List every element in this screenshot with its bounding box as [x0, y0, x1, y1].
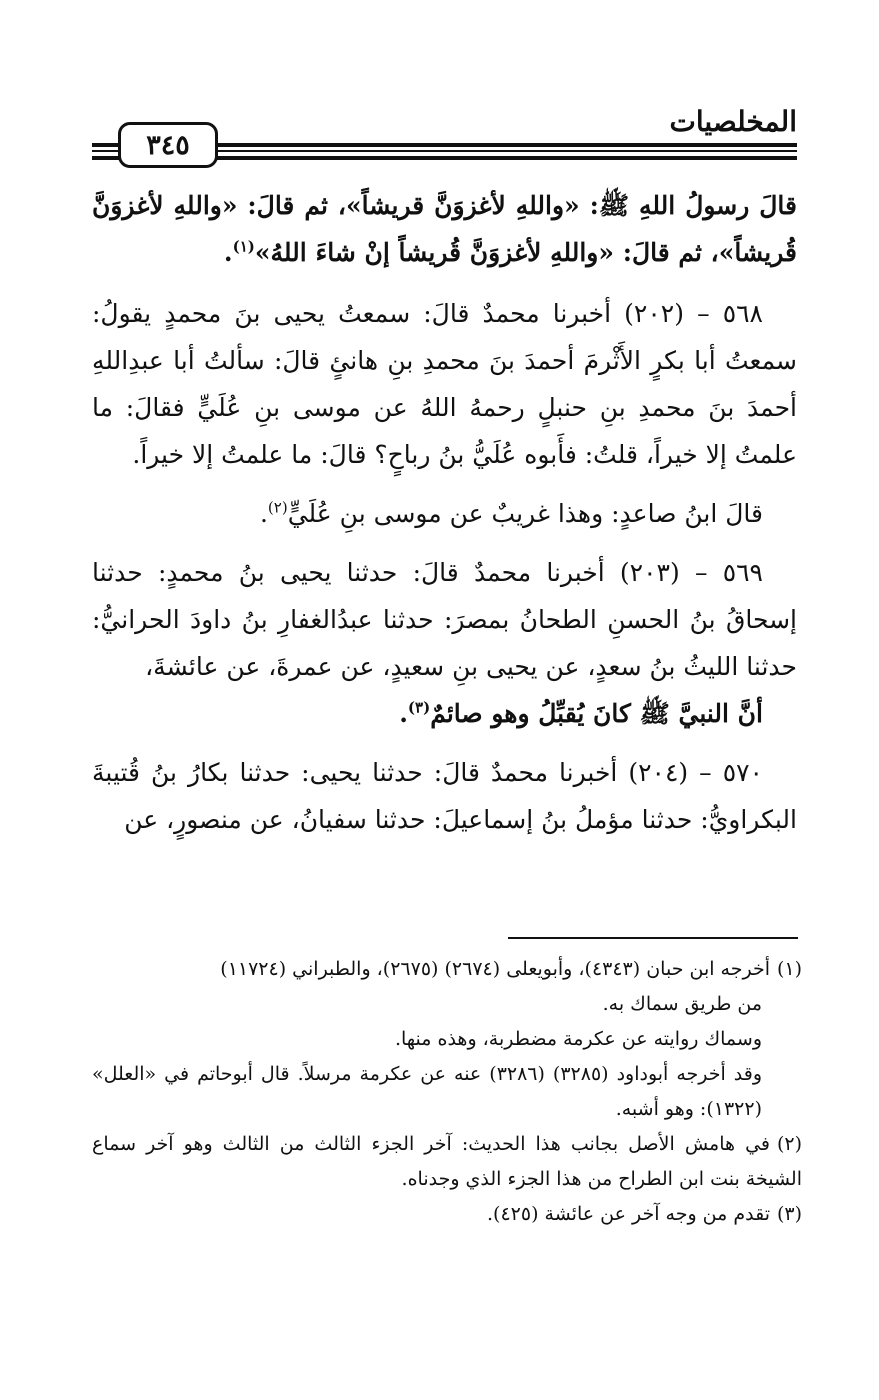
- footnote-3: [92, 1197, 802, 1232]
- running-title: المخلصيات: [669, 105, 797, 138]
- hadith-kiss-paragraph: [92, 690, 797, 737]
- footnote-1: [92, 952, 802, 987]
- narration-569: ٥٦٩ – (٢٠٣) أخبرنا محمدٌ قالَ: حدثنا يحيى بنُ محمدٍ: حدثنا إسحاقُ بنُ الحسنِ الطحانُ بمصرَ: حدثنا عبدُالغفارِ بنُ داودَ الحرانيُّ: حدثنا الليثُ بنُ سعدٍ، عن يحيى بنِ سعيدٍ، عن عمرةَ، عن عائشةَ،: [92, 558, 797, 681]
- hadith-quote-end: .: [223, 238, 233, 267]
- footnote-1-line-3: وسماك روايته عن عكرمة مضطربة، وهذه منها.: [394, 1028, 762, 1050]
- footnotes: [92, 952, 802, 1232]
- page-number-box: [118, 122, 218, 168]
- footnote-1-line-1: أخرجه ابن حبان (٤٣٤٣)، وأبويعلى (٢٦٧٤) (٢٦٧٥)، والطبراني (١١٧٢٤): [220, 958, 770, 980]
- footnote-1-line-2: من طريق سماك به.: [602, 993, 762, 1015]
- footnote-2: [92, 1127, 802, 1197]
- narration-568: ٥٦٨ – (٢٠٢) أخبرنا محمدٌ قالَ: سمعتُ يحيى بنَ محمدٍ يقولُ: سمعتُ أبا بكرٍ الأَثْرمَ أحمدَ بنَ محمدِ بنِ هانئٍ قالَ: سألتُ أبا عبدِاللهِ أحمدَ بنَ محمدِ بنِ حنبلٍ رحمهُ اللهُ عن موسى بنِ عُلَيٍّ فقالَ: ما علمتُ إلا خيراً، قلتُ: فأَبوه عُلَيُّ بنُ رباحٍ؟ قالَ: ما علمتُ إلا خيراً.: [92, 299, 797, 469]
- footnote-1-line-4: وقد أخرجه أبوداود (٣٢٨٥) (٣٢٨٦) عنه عن عكرمة مرسلاً. قال أبوحاتم في «العلل» (١٣٢٢): وهو أشبه.: [92, 1063, 762, 1120]
- footnote-separator: [508, 937, 798, 939]
- footnote-ref-3: (٣): [407, 698, 431, 717]
- ibn-saed-comment: [92, 490, 797, 537]
- footnote-2-text: في هامش الأصل بجانب هذا الحديث: آخر الجزء الثالث من الثالث وهو آخر سماع الشيخة بنت ابن الطراح من هذا الجزء الذي وجدناه.: [92, 1133, 802, 1190]
- footnote-ref-1: (١): [232, 237, 255, 256]
- hadith-quote-text: قالَ رسولُ اللهِ ﷺ: «واللهِ لأغزوَنَّ قريشاً»، ثم قالَ: «واللهِ لأغزوَنَّ قُريشاً»، ثم قالَ: «واللهِ لأغزوَنَّ قُريشاً إنْ شاءَ اللهُ»: [92, 191, 797, 267]
- main-text: [92, 182, 797, 843]
- page-number: ٣٤٥: [146, 129, 190, 161]
- footnote-ref-2: (٢): [267, 498, 288, 517]
- comment-text: قالَ ابنُ صاعدٍ: وهذا غريبٌ عن موسى بنِ عُلَيٍّ: [287, 499, 763, 528]
- footnote-3-text: تقدم من وجه آخر عن عائشة (٤٢٥).: [487, 1203, 770, 1225]
- comment-end: .: [259, 499, 268, 528]
- hadith-kiss-text: أنَّ النبيَّ ﷺ كانَ يُقبِّلُ وهو صائمٌ: [430, 699, 763, 728]
- footnote-1-number: (١): [776, 958, 802, 980]
- page-header: [92, 105, 797, 175]
- hadith-kiss-end: .: [399, 699, 408, 728]
- narration-570: ٥٧٠ – (٢٠٤) أخبرنا محمدٌ قالَ: حدثنا يحيى: حدثنا بكارُ بنُ قُتيبةَ البكراويُّ: حدثنا مؤملُ بنُ إسماعيلَ: حدثنا سفيانُ، عن منصورٍ، عن: [92, 758, 797, 834]
- footnote-2-number: (٢): [776, 1133, 802, 1155]
- hadith-quote-paragraph: [92, 182, 797, 276]
- footnote-3-number: (٣): [776, 1203, 802, 1225]
